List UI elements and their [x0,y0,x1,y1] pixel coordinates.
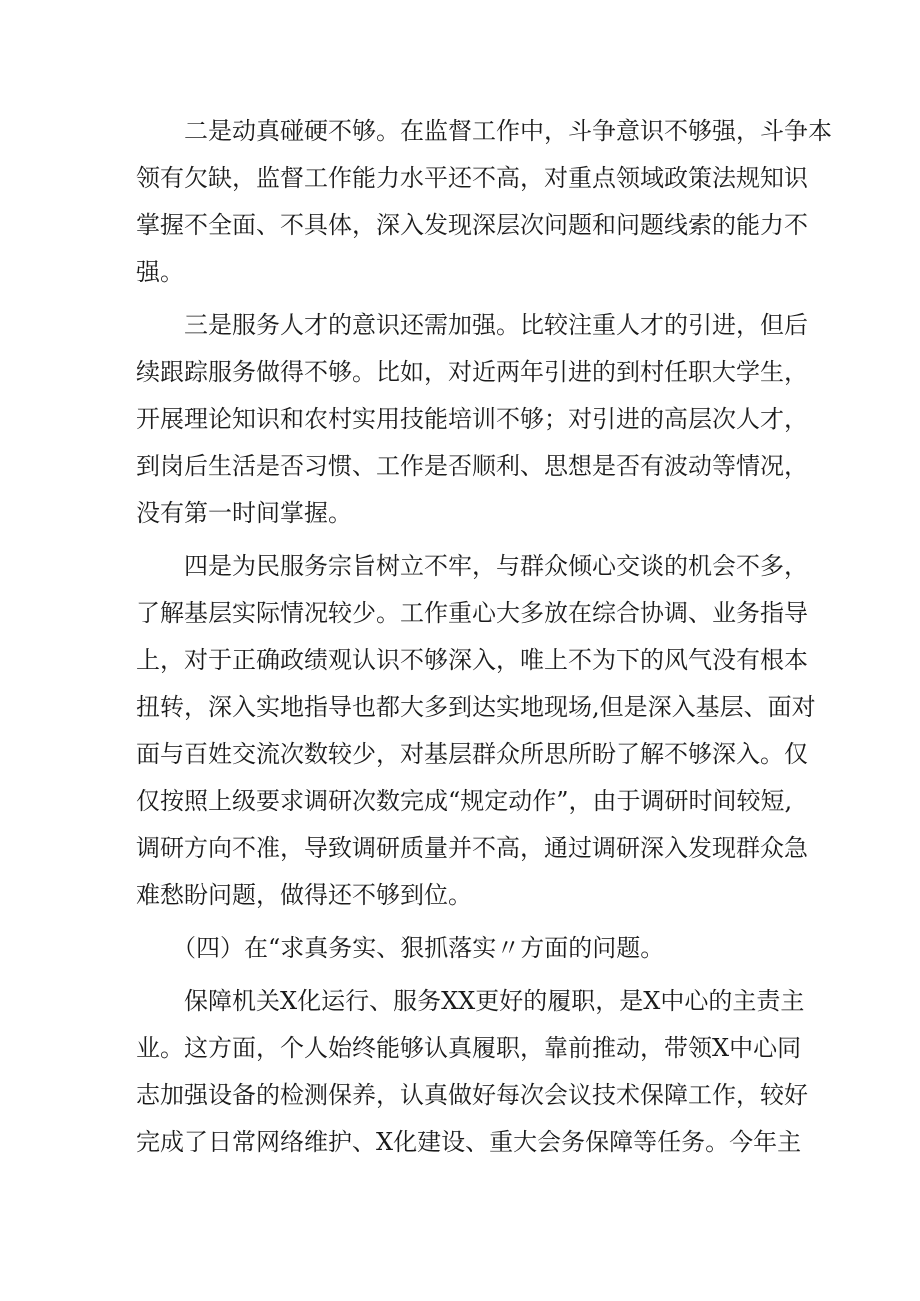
text-line: 完成了日常网络维护、X化建设、重大会务保障等任务。今年主 [136,1128,802,1156]
text-line: 开展理论知识和农村实用技能培训不够；对引进的高层次人才， [136,405,808,433]
text-line: 难愁盼问题，做得还不够到位。 [136,881,472,909]
text-line: 掌握不全面、不具体，深入发现深层次问题和问题线索的能力不 [136,211,808,239]
paragraph-point-four [136,543,816,919]
text-line: 调研方向不准，导致调研质量并不高，通过调研深入发现群众急 [136,834,808,862]
text-line: 二是动真碰硬不够。在监督工作中，斗争意识不够强，斗争本 [136,117,832,145]
text-line: （四）在“求真务实、狠抓落实〃方面的问题。 [136,934,665,962]
text-line: 三是服务人才的意识还需加强。比较注重人才的引进，但后 [136,311,808,339]
text-line: 面与百姓交流次数较少，对基层群众所思所盼了解不够深入。仅 [136,740,808,768]
text-line: 到岗后生活是否习惯、工作是否顺利、思想是否有波动等情况， [136,452,808,480]
text-line: 志加强设备的检测保养，认真做好每次会议技术保障工作，较好 [136,1081,808,1109]
text-line: 了解基层实际情况较少。工作重心大多放在综合协调、业务指导 [136,599,808,627]
text-line: 业。这方面，个人始终能够认真履职，靠前推动，带领X中心同 [136,1034,802,1062]
paragraph-section-four-body [136,978,808,1166]
text-line: 领有欠缺，监督工作能力水平还不高，对重点领域政策法规知识 [136,164,808,192]
text-line: 强。 [136,258,184,286]
text-line: 没有第一时间掌握。 [136,499,352,527]
text-line: 保障机关X化运行、服务XX更好的履职，是X中心的主责主 [136,987,805,1015]
text-line: 四是为民服务宗旨树立不牢，与群众倾心交谈的机会不多， [136,552,808,580]
text-line: 续跟踪服务做得不够。比如，对近两年引进的到村任职大学生， [136,358,808,386]
section-heading-four [136,925,796,972]
text-line: 仅按照上级要求调研次数完成“规定动作”，由于调研时间较短, [136,787,793,815]
paragraph-point-two [136,108,832,296]
text-line: 扭转，深入实地指导也都大多到达实地现场,但是深入基层、面对 [136,693,816,721]
paragraph-point-three [136,302,808,537]
document-body [136,108,832,1166]
text-line: 上，对于正确政绩观认识不够深入，唯上不为下的风气没有根本 [136,646,808,674]
